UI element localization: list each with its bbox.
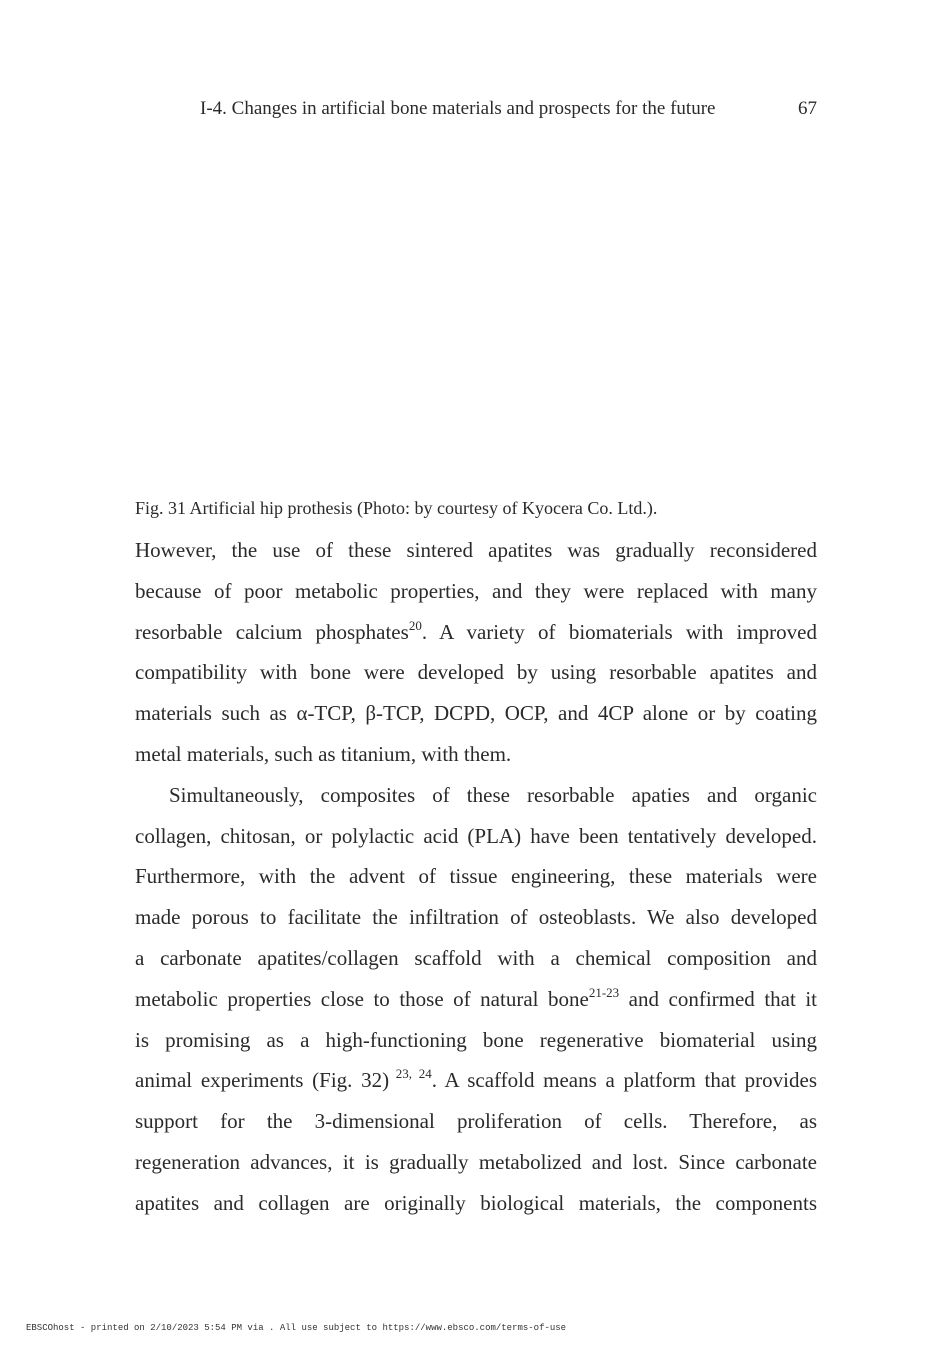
text-line: However, the use of these sintered apatites was gradually reconsidered: [135, 538, 817, 562]
text-line: because of poor metabolic properties, and they were replaced with many: [135, 578, 817, 603]
text-line-paragraph-start: Simultaneously, composites of these resorbable apaties and organic: [169, 782, 817, 807]
text-line: metabolic properties close to those of natural bone$^{21-23}$ and confirmed that it: [135, 984, 817, 1011]
text-line-paragraph-end: metal materials, such as titanium, with them.: [135, 741, 512, 766]
ebsco-footer: EBSCOhost - printed on 2/10/2023 5:54 PM via . All use subject to https://www.ebsco.com/terms-of-use: [26, 1323, 567, 1333]
text-line: regeneration advances, it is gradually metabolized and lost. Since carbonate: [135, 1149, 817, 1174]
text-line: animal experiments (Fig. 32) $^{23, 24}$. A scaffold means a platform that provides: [135, 1066, 817, 1093]
body-text: [135, 530, 817, 1224]
citation-superscript: 21-23: [588, 984, 620, 1000]
citation-superscript: 20: [408, 617, 422, 633]
text-line: support for the 3-dimensional proliferation of cells. Therefore, as: [135, 1109, 817, 1134]
text-line: is promising as a high-functioning bone regenerative biomaterial using: [135, 1027, 817, 1052]
text-line: made porous to facilitate the infiltration of osteoblasts. We also developed: [135, 905, 817, 930]
figure-31-image-area: [135, 140, 817, 490]
page-number: 67: [798, 98, 817, 119]
text-line: compatibility with bone were developed by using resorbable apatites and: [135, 660, 817, 685]
text-line: resorbable calcium phosphates$^{20}$. A variety of biomaterials with improved: [135, 617, 818, 644]
figure-caption: Fig. 31 Artificial hip prothesis (Photo: by courtesy of Kyocera Co. Ltd.).: [135, 498, 658, 518]
running-header-title: I-4. Changes in artificial bone materials and prospects for the future: [200, 98, 716, 119]
text-line: apatites and collagen are originally biological materials, the components: [135, 1190, 817, 1215]
text-line: Furthermore, with the advent of tissue engineering, these materials were: [135, 864, 817, 889]
text-line: collagen, chitosan, or polylactic acid (PLA) have been tentatively developed.: [135, 823, 817, 848]
text-line: a carbonate apatites/collagen scaffold with a chemical composition and: [135, 945, 817, 970]
text-line: materials such as α-TCP, β-TCP, DCPD, OCP, and 4CP alone or by coating: [135, 701, 817, 726]
citation-superscript: 23, 24: [389, 1066, 432, 1082]
